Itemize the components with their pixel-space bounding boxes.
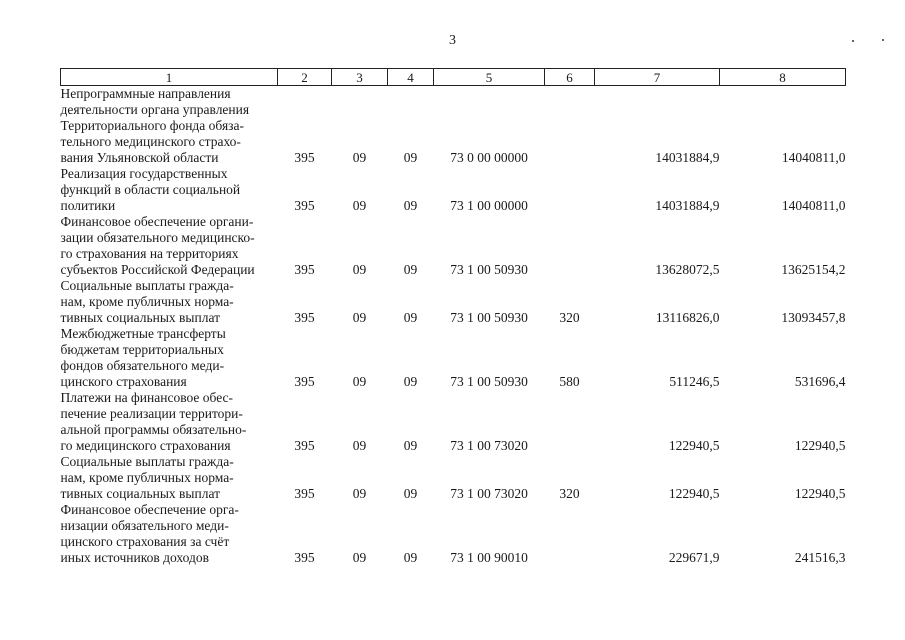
admin-code: 395 <box>294 198 315 213</box>
subsection-code: 09 <box>403 486 418 501</box>
admin-code: 395 <box>294 262 315 277</box>
item-description <box>61 86 278 167</box>
target-article-code: 73 1 00 50930 <box>450 374 528 389</box>
expense-type-code: 320 <box>559 486 580 501</box>
description-line: бюджетам территориальных <box>60 342 224 357</box>
column-header: 2 <box>278 69 332 86</box>
expense-type-code: 580 <box>559 374 580 389</box>
admin-code: 395 <box>294 150 315 165</box>
subsection-code: 09 <box>403 438 418 453</box>
column-header: 8 <box>720 69 846 86</box>
description-line: тивных социальных выплат <box>60 310 220 325</box>
column-header: 5 <box>434 69 545 86</box>
column-header: 1 <box>61 69 278 86</box>
item-description <box>61 502 278 566</box>
section-code: 09 <box>352 374 367 389</box>
section-code: 09 <box>352 198 367 213</box>
amount-year-2: 122940,5 <box>794 438 846 453</box>
section-code: 09 <box>352 438 367 453</box>
target-article-code: 73 1 00 50930 <box>450 262 528 277</box>
expense-type-code: 320 <box>559 310 580 325</box>
expense-type-code <box>545 86 595 167</box>
subsection-code: 09 <box>403 198 418 213</box>
scan-speck <box>882 39 884 41</box>
expense-type-code <box>545 166 595 214</box>
description-line: Территориального фонда обяза- <box>60 118 244 133</box>
amount-year-2: 14040811,0 <box>781 150 846 165</box>
description-line: Платежи на финансовое обес- <box>60 390 234 405</box>
target-article-code: 73 1 00 73020 <box>450 438 528 453</box>
column-header: 7 <box>595 69 720 86</box>
table-row <box>61 86 846 167</box>
description-line: вания Ульяновской области <box>60 150 219 165</box>
description-line: деятельности органа управления <box>60 102 250 117</box>
subsection-code: 09 <box>403 550 418 565</box>
column-header: 4 <box>388 69 434 86</box>
description-line: Социальные выплаты гражда- <box>60 278 234 293</box>
description-line: печение реализации территори- <box>60 406 243 421</box>
description-line: политики <box>60 198 116 213</box>
admin-code: 395 <box>294 550 315 565</box>
description-line: иных источников доходов <box>60 550 209 565</box>
description-line: го медицинского страхования <box>60 438 231 453</box>
table-row <box>61 326 846 390</box>
table-row <box>61 166 846 214</box>
description-line: альной программы обязательно- <box>60 422 247 437</box>
section-code: 09 <box>352 150 367 165</box>
amount-year-2: 241516,3 <box>794 550 846 565</box>
description-line: Межбюджетные трансферты <box>60 326 226 341</box>
target-article-code: 73 1 00 00000 <box>450 198 528 213</box>
page-number: 3 <box>449 33 456 48</box>
admin-code: 395 <box>294 438 315 453</box>
column-header: 6 <box>545 69 595 86</box>
target-article-code: 73 1 00 50930 <box>450 310 528 325</box>
description-line: Социальные выплаты гражда- <box>60 454 234 469</box>
section-code: 09 <box>352 262 367 277</box>
expense-type-code <box>545 502 595 566</box>
expense-type-code <box>545 214 595 278</box>
target-article-code: 73 0 00 00000 <box>450 150 528 165</box>
amount-year-2: 13625154,2 <box>781 262 846 277</box>
column-number-header-row <box>61 69 846 86</box>
item-description <box>61 166 278 214</box>
description-line: тельного медицинского страхо- <box>60 134 241 149</box>
description-line: зации обязательного медицинско- <box>60 230 255 245</box>
budget-table <box>60 68 846 566</box>
scan-speck <box>852 40 854 42</box>
table-row <box>61 214 846 278</box>
amount-year-2: 531696,4 <box>794 374 846 389</box>
item-description <box>61 454 278 502</box>
amount-year-2: 14040811,0 <box>781 198 846 213</box>
admin-code: 395 <box>294 374 315 389</box>
description-line: Реализация государственных <box>60 166 228 181</box>
description-line: го страхования на территориях <box>60 246 239 261</box>
table-row <box>61 454 846 502</box>
description-line: Непрограммные направления <box>60 86 231 101</box>
item-description <box>61 390 278 454</box>
amount-year-1: 13116826,0 <box>655 310 720 325</box>
target-article-code: 73 1 00 90010 <box>450 550 528 565</box>
amount-year-1: 511246,5 <box>669 374 720 389</box>
amount-year-1: 229671,9 <box>668 550 720 565</box>
description-line: субъектов Российской Федерации <box>60 262 255 277</box>
target-article-code: 73 1 00 73020 <box>450 486 528 501</box>
section-code: 09 <box>352 310 367 325</box>
admin-code: 395 <box>294 486 315 501</box>
description-line: нам, кроме публичных норма- <box>60 294 234 309</box>
description-line: низации обязательного меди- <box>60 518 229 533</box>
description-line: цинского страхования <box>60 374 187 389</box>
expense-type-code <box>545 390 595 454</box>
table-row <box>61 278 846 326</box>
item-description <box>61 278 278 326</box>
admin-code: 395 <box>294 310 315 325</box>
amount-year-1: 122940,5 <box>668 438 720 453</box>
amount-year-2: 13093457,8 <box>781 310 846 325</box>
description-line: цинского страхования за счёт <box>60 534 230 549</box>
amount-year-2: 122940,5 <box>794 486 846 501</box>
subsection-code: 09 <box>403 374 418 389</box>
description-line: функций в области социальной <box>60 182 241 197</box>
description-line: Финансовое обеспечение орга- <box>60 502 239 517</box>
amount-year-1: 122940,5 <box>668 486 720 501</box>
subsection-code: 09 <box>403 150 418 165</box>
description-line: фондов обязательного меди- <box>60 358 225 373</box>
item-description <box>61 326 278 390</box>
description-line: Финансовое обеспечение органи- <box>60 214 254 229</box>
amount-year-1: 14031884,9 <box>655 198 720 213</box>
description-line: нам, кроме публичных норма- <box>60 470 234 485</box>
subsection-code: 09 <box>403 310 418 325</box>
table-row <box>61 390 846 454</box>
section-code: 09 <box>352 550 367 565</box>
description-line: тивных социальных выплат <box>60 486 220 501</box>
table-row <box>61 502 846 566</box>
amount-year-1: 14031884,9 <box>655 150 720 165</box>
subsection-code: 09 <box>403 262 418 277</box>
section-code: 09 <box>352 486 367 501</box>
item-description <box>61 214 278 278</box>
amount-year-1: 13628072,5 <box>655 262 720 277</box>
column-header: 3 <box>332 69 388 86</box>
